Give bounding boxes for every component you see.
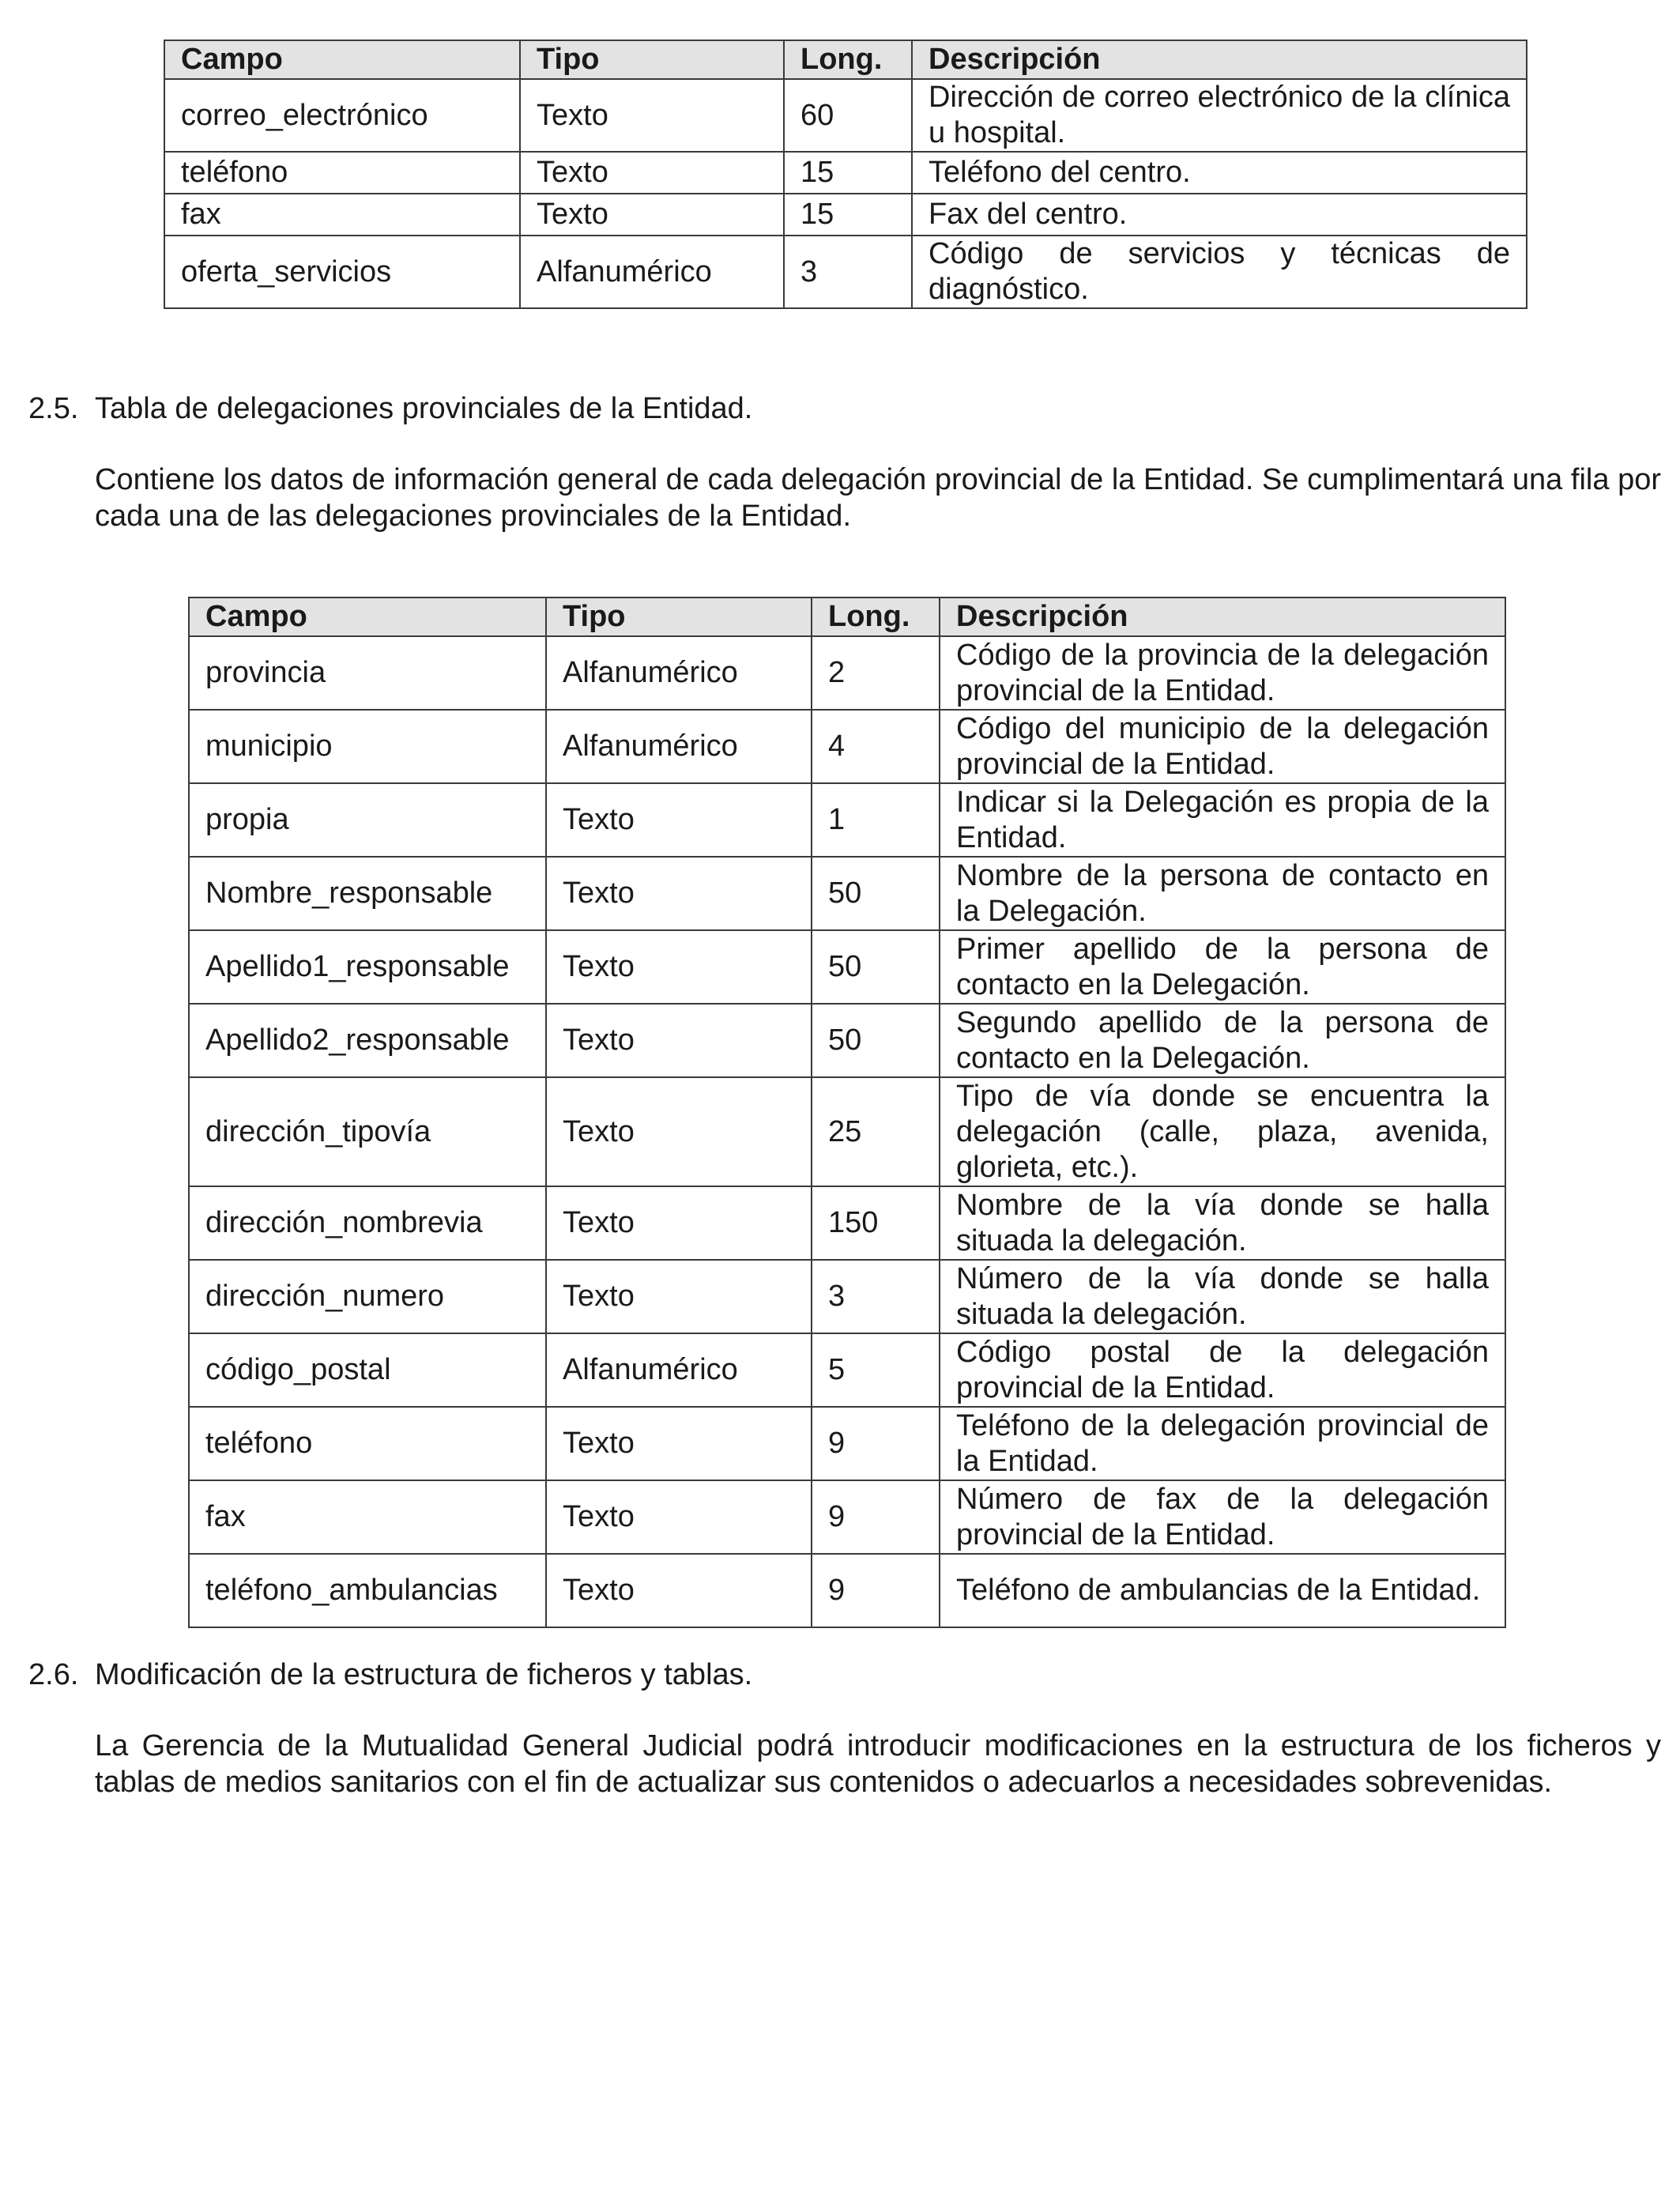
table-row [164,152,1527,194]
section-title: Modificación de la estructura de ficheros y tablas. [95,1658,753,1691]
cell-tipo: Texto [546,857,812,930]
section-heading-2-6 [28,1657,752,1693]
cell-long: 9 [812,1407,940,1480]
cell-long: 50 [812,930,940,1004]
cell-long: 50 [812,857,940,930]
cell-tipo: Texto [546,1004,812,1077]
cell-long: 150 [812,1186,940,1260]
cell-descripcion: Tipo de vía donde se encuentra la delegación (calle, plaza, avenida, glorieta, etc.). [940,1077,1505,1186]
cell-tipo: Texto [520,152,784,194]
section-title: Tabla de delegaciones provinciales de la Entidad. [95,392,753,425]
cell-descripcion: Indicar si la Delegación es propia de la Entidad. [940,783,1505,857]
cell-tipo: Alfanumérico [546,710,812,783]
table-row [189,1260,1505,1333]
cell-long: 3 [812,1260,940,1333]
cell-campo: teléfono_ambulancias [189,1554,546,1627]
cell-descripcion: Dirección de correo electrónico de la clínica u hospital. [912,79,1527,152]
cell-descripcion: Teléfono del centro. [912,152,1527,194]
cell-campo: teléfono [189,1407,546,1480]
cell-campo: fax [189,1480,546,1554]
cell-campo: dirección_nombrevia [189,1186,546,1260]
cell-descripcion: Nombre de la vía donde se halla situada la delegación. [940,1186,1505,1260]
cell-campo: municipio [189,710,546,783]
table-row [189,1333,1505,1407]
table-row [189,1407,1505,1480]
cell-long: 15 [784,152,912,194]
table-header [189,598,1505,636]
table-header [164,40,1527,79]
table-row [189,1004,1505,1077]
section-number: 2.5. [28,392,79,425]
cell-tipo: Alfanumérico [520,236,784,308]
section-paragraph-2-6: La Gerencia de la Mutualidad General Judicial podrá introducir modificaciones en la estructura de los ficheros y tablas de medios sanitarios con el fin de actualizar sus contenidos o adecuarlos a necesidades sobrevenidas. [95,1729,1661,1799]
header-descripcion: Descripción [912,40,1527,79]
header-campo: Campo [189,598,546,636]
table-row [189,1554,1505,1627]
cell-campo: dirección_numero [189,1260,546,1333]
table-row [189,857,1505,930]
cell-campo: código_postal [189,1333,546,1407]
cell-campo: dirección_tipovía [189,1077,546,1186]
delegaciones-table [188,597,1506,1628]
cell-long: 9 [812,1480,940,1554]
table-row [164,194,1527,236]
cell-long: 9 [812,1554,940,1627]
header-tipo: Tipo [520,40,784,79]
header-tipo: Tipo [546,598,812,636]
cell-descripcion: Número de fax de la delegación provincial de la Entidad. [940,1480,1505,1554]
cell-campo: Nombre_responsable [189,857,546,930]
cell-descripcion: Teléfono de ambulancias de la Entidad. [940,1554,1505,1627]
section-paragraph-2-5: Contiene los datos de información general de cada delegación provincial de la Entidad. Se cumplimentará una fila por cada una de las delegaciones provinciales de la Entidad. [95,463,1661,533]
cell-tipo: Texto [546,1260,812,1333]
cell-long: 4 [812,710,940,783]
cell-tipo: Texto [546,1480,812,1554]
cell-long: 15 [784,194,912,236]
cell-long: 50 [812,1004,940,1077]
cell-campo: propia [189,783,546,857]
cell-descripcion: Primer apellido de la persona de contacto en la Delegación. [940,930,1505,1004]
header-campo: Campo [164,40,520,79]
cell-long: 2 [812,636,940,710]
cell-long: 1 [812,783,940,857]
cell-campo: teléfono [164,152,520,194]
table-row [164,236,1527,308]
cell-campo: correo_electrónico [164,79,520,152]
header-long: Long. [784,40,912,79]
cell-tipo: Texto [546,1186,812,1260]
cell-campo: fax [164,194,520,236]
cell-descripcion: Número de la vía donde se halla situada la delegación. [940,1260,1505,1333]
cell-long: 60 [784,79,912,152]
cell-tipo: Texto [546,783,812,857]
cell-descripcion: Código postal de la delegación provincial de la Entidad. [940,1333,1505,1407]
header-long: Long. [812,598,940,636]
cell-tipo: Texto [546,930,812,1004]
cell-tipo: Texto [520,79,784,152]
cell-campo: oferta_servicios [164,236,520,308]
section-number: 2.6. [28,1658,79,1691]
table-row [164,79,1527,152]
table-row [189,710,1505,783]
cell-descripcion: Código del municipio de la delegación provincial de la Entidad. [940,710,1505,783]
section-heading-2-5 [28,390,752,427]
table-row [189,1077,1505,1186]
cell-descripcion: Segundo apellido de la persona de contacto en la Delegación. [940,1004,1505,1077]
cell-tipo: Texto [546,1077,812,1186]
table-row [189,783,1505,857]
centros-table [164,40,1527,309]
cell-tipo: Texto [520,194,784,236]
cell-campo: Apellido1_responsable [189,930,546,1004]
cell-descripcion: Código de la provincia de la delegación provincial de la Entidad. [940,636,1505,710]
cell-long: 25 [812,1077,940,1186]
cell-descripcion: Fax del centro. [912,194,1527,236]
cell-descripcion: Teléfono de la delegación provincial de la Entidad. [940,1407,1505,1480]
cell-campo: Apellido2_responsable [189,1004,546,1077]
cell-long: 3 [784,236,912,308]
header-descripcion: Descripción [940,598,1505,636]
table-row [189,1186,1505,1260]
cell-tipo: Alfanumérico [546,1333,812,1407]
table-row [189,930,1505,1004]
cell-tipo: Texto [546,1554,812,1627]
cell-descripcion: Código de servicios y técnicas de diagnóstico. [912,236,1527,308]
cell-campo: provincia [189,636,546,710]
table-row [189,636,1505,710]
cell-long: 5 [812,1333,940,1407]
table-row [189,1480,1505,1554]
cell-tipo: Texto [546,1407,812,1480]
cell-descripcion: Nombre de la persona de contacto en la Delegación. [940,857,1505,930]
cell-tipo: Alfanumérico [546,636,812,710]
